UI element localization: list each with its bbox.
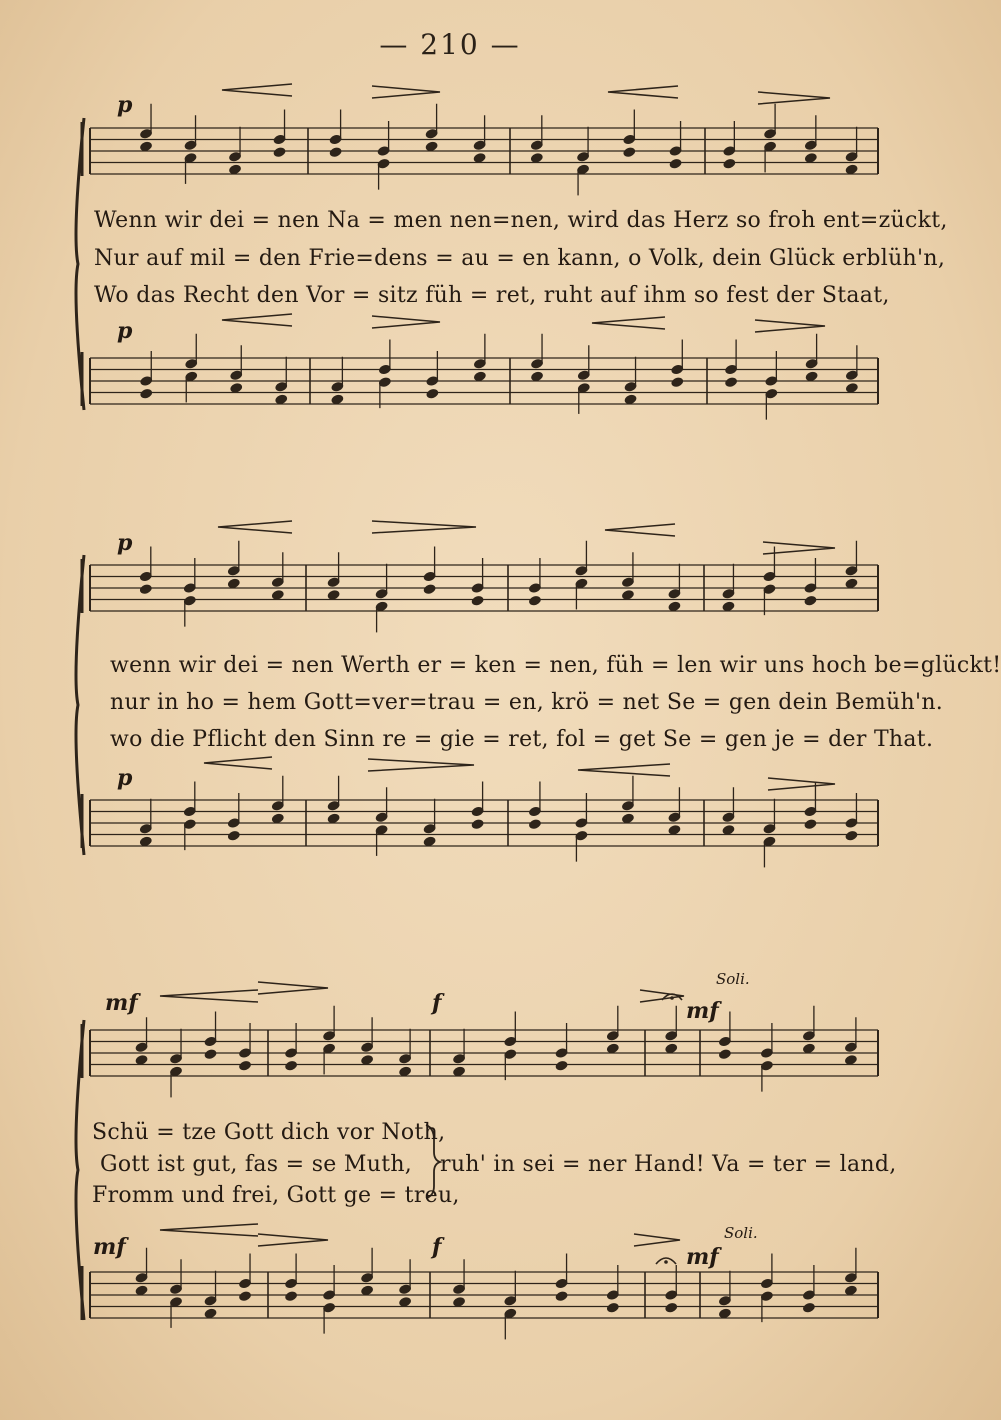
- lyric-line: Fromm und frei, Gott ge = treu,: [92, 1183, 460, 1208]
- decrescendo-hairpin: [758, 92, 830, 104]
- decrescendo-hairpin: [258, 982, 328, 994]
- lyric-line: ruh' in sei = ner Hand! Va = ter = land,: [440, 1152, 897, 1177]
- note-head: [139, 583, 153, 595]
- note-head: [470, 818, 484, 830]
- decrescendo-hairpin: [372, 521, 476, 533]
- crescendo-hairpin: [160, 990, 258, 1002]
- lyric-line: Wenn wir dei = nen Na = men nen=nen, wird das Herz so froh ent=zückt,: [94, 208, 948, 233]
- note-head: [803, 818, 817, 830]
- note-head: [664, 1302, 678, 1314]
- note-head: [844, 830, 858, 842]
- note-head: [203, 1048, 217, 1060]
- note-head: [422, 583, 436, 595]
- note-head: [802, 1302, 816, 1314]
- decrescendo-hairpin: [634, 1234, 680, 1246]
- dynamic-marking: mf: [93, 1234, 126, 1260]
- lyric-line: nur in ho = hem Gott=ver=trau = en, krö = net Se = gen dein Bemüh'n.: [110, 690, 944, 715]
- dynamic-marking: p: [117, 318, 133, 344]
- crescendo-hairpin: [592, 317, 665, 329]
- note-head: [139, 388, 153, 400]
- note-head: [718, 1048, 732, 1060]
- crescendo-hairpin: [204, 757, 272, 769]
- decrescendo-hairpin: [372, 316, 440, 328]
- decrescendo-hairpin: [258, 1234, 328, 1246]
- note-head: [470, 595, 484, 607]
- dynamic-marking: f: [432, 1234, 442, 1260]
- dynamic-marking: mf: [686, 998, 719, 1024]
- crescendo-hairpin: [578, 764, 670, 776]
- note-head: [554, 1060, 568, 1072]
- note-head: [528, 595, 542, 607]
- note-head: [622, 146, 636, 158]
- decrescendo-hairpin: [768, 778, 835, 790]
- note-head: [724, 376, 738, 388]
- note-head: [238, 1060, 252, 1072]
- decrescendo-hairpin: [755, 320, 825, 332]
- note-head: [668, 158, 682, 170]
- crescendo-hairpin: [218, 521, 292, 533]
- fermata: [670, 996, 674, 1000]
- note-head: [670, 376, 684, 388]
- note-head: [238, 1290, 252, 1302]
- note-head: [554, 1290, 568, 1302]
- dynamic-marking: p: [117, 92, 133, 118]
- crescendo-hairpin: [605, 524, 675, 536]
- soli-label: Soli.: [724, 1224, 758, 1242]
- note-head: [328, 146, 342, 158]
- note-head: [803, 595, 817, 607]
- dynamic-marking: mf: [686, 1244, 719, 1270]
- dynamic-marking: mf: [105, 990, 138, 1016]
- crescendo-hairpin: [608, 86, 678, 98]
- note-head: [528, 818, 542, 830]
- lyric-line: Schü = tze Gott dich vor Noth,: [92, 1120, 446, 1145]
- dynamic-marking: f: [432, 990, 442, 1016]
- note-head: [272, 146, 286, 158]
- note-head: [425, 388, 439, 400]
- crescendo-hairpin: [222, 84, 292, 96]
- lyric-line: wenn wir dei = nen Werth er = ken = nen, füh = len wir uns hoch be=glückt!: [110, 653, 1001, 678]
- note-head: [284, 1060, 298, 1072]
- decrescendo-hairpin: [372, 86, 440, 98]
- page-number: — 210 —: [379, 28, 521, 61]
- note-head: [284, 1290, 298, 1302]
- lyric-line: Wo das Recht den Vor = sitz füh = ret, ruht auf ihm so fest der Staat,: [94, 283, 890, 308]
- soli-label: Soli.: [716, 970, 750, 988]
- decrescendo-hairpin: [368, 759, 474, 771]
- lyric-line: wo die Pflicht den Sinn re = gie = ret, fol = get Se = gen je = der That.: [110, 727, 934, 752]
- crescendo-hairpin: [222, 314, 292, 326]
- note-head: [722, 158, 736, 170]
- dynamic-marking: p: [117, 765, 133, 791]
- lyric-line: Nur auf mil = den Frie=dens = au = en kann, o Volk, dein Glück erblüh'n,: [94, 246, 946, 271]
- note-head: [227, 830, 241, 842]
- fermata: [664, 1260, 668, 1264]
- lyric-line: Gott ist gut, fas = se Muth,: [100, 1152, 413, 1177]
- note-head: [606, 1302, 620, 1314]
- dynamic-marking: p: [117, 530, 133, 556]
- crescendo-hairpin: [160, 1224, 258, 1236]
